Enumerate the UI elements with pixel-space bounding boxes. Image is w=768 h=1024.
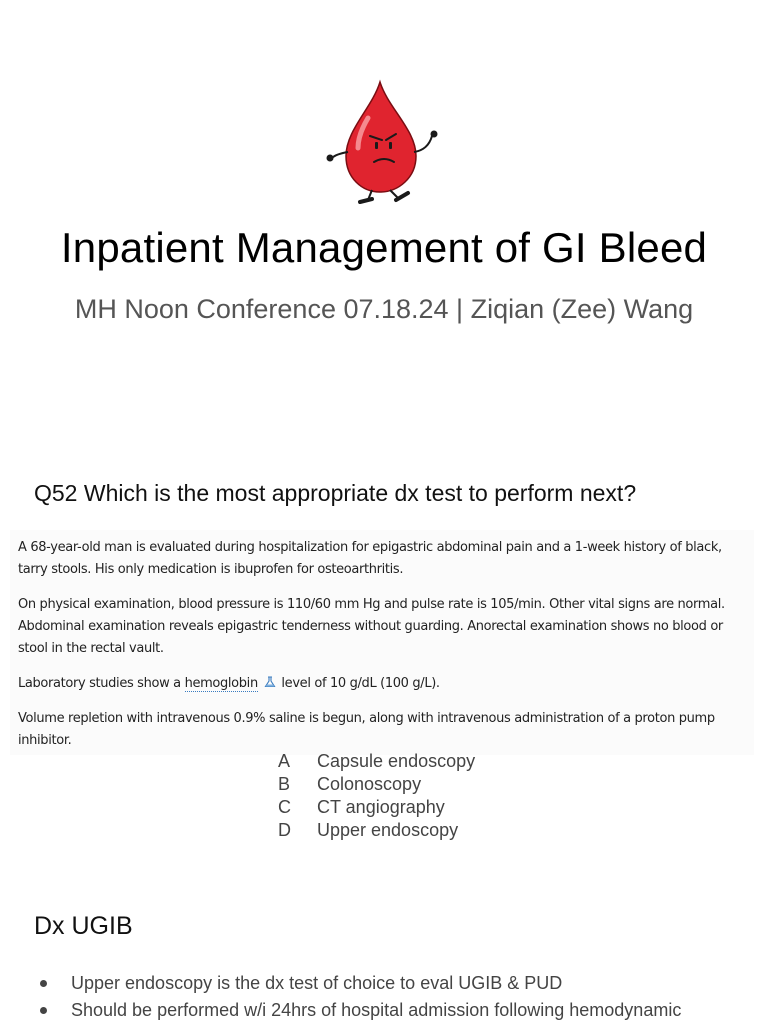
lab-text-before: Laboratory studies show a xyxy=(18,676,185,691)
question-heading: Q52 Which is the most appropriate dx test to perform next? xyxy=(34,480,637,506)
choice-letter: C xyxy=(278,797,291,817)
choice-text: CT angiography xyxy=(317,797,445,817)
vignette-paragraph-1: A 68-year-old man is evaluated during hospitalization for epigastric abdominal pain and a 1-week history of black, tarry stools. His only medication is ibuprofen for osteoarthritis. xyxy=(18,540,722,577)
lab-text-after: level of 10 g/dL (100 g/L). xyxy=(277,676,440,691)
answer-choice-c[interactable] xyxy=(278,796,475,819)
choice-letter: D xyxy=(278,820,291,840)
choice-letter: A xyxy=(278,751,291,771)
answer-choice-b[interactable] xyxy=(278,773,475,796)
vignette-paragraph-3 xyxy=(18,673,754,695)
blood-drop-mascot-icon xyxy=(322,78,446,208)
bullet-text: Upper endoscopy is the dx test of choice to eval UGIB & PUD xyxy=(71,973,563,993)
dx-ugib-slide xyxy=(0,880,768,1024)
title-slide xyxy=(0,0,768,440)
choice-text: Upper endoscopy xyxy=(317,820,459,840)
bullet-dot-icon xyxy=(40,1007,47,1014)
choice-letter: B xyxy=(278,774,291,794)
bullet-text: Should be performed w/i 24hrs of hospital admission following hemodynamic xyxy=(71,1000,682,1020)
vignette-paragraph-2: On physical examination, blood pressure is 110/60 mm Hg and pulse rate is 105/min. Other vital signs are normal. Abdominal examination reveals epigastric tenderness without guarding. Anorectal examination shows no blood or stool in the rectal vault. xyxy=(18,597,725,656)
vignette-paragraph-4: Volume repletion with intravenous 0.9% saline is begun, along with intravenous administration of a proton pump inhibitor. xyxy=(18,711,715,748)
clinical-vignette xyxy=(10,530,754,755)
question-slide xyxy=(0,440,768,880)
bullet-dot-icon xyxy=(40,980,47,987)
bullet-item xyxy=(40,970,681,997)
answer-choice-d[interactable] xyxy=(278,819,475,842)
bullet-item xyxy=(40,997,681,1024)
slide-subtitle: MH Noon Conference 07.18.24 | Ziqian (Zee) Wang xyxy=(74,294,694,324)
hemoglobin-link[interactable]: hemoglobin xyxy=(184,676,258,691)
choice-text: Capsule endoscopy xyxy=(317,751,476,771)
lab-flask-icon[interactable] xyxy=(264,676,276,688)
choice-text: Colonoscopy xyxy=(317,774,422,794)
answer-choices xyxy=(278,750,475,842)
slide-heading: Dx UGIB xyxy=(34,912,133,940)
bullet-list xyxy=(40,970,681,1024)
answer-choice-a[interactable] xyxy=(278,750,475,773)
slide-title: Inpatient Management of GI Bleed xyxy=(60,224,708,271)
